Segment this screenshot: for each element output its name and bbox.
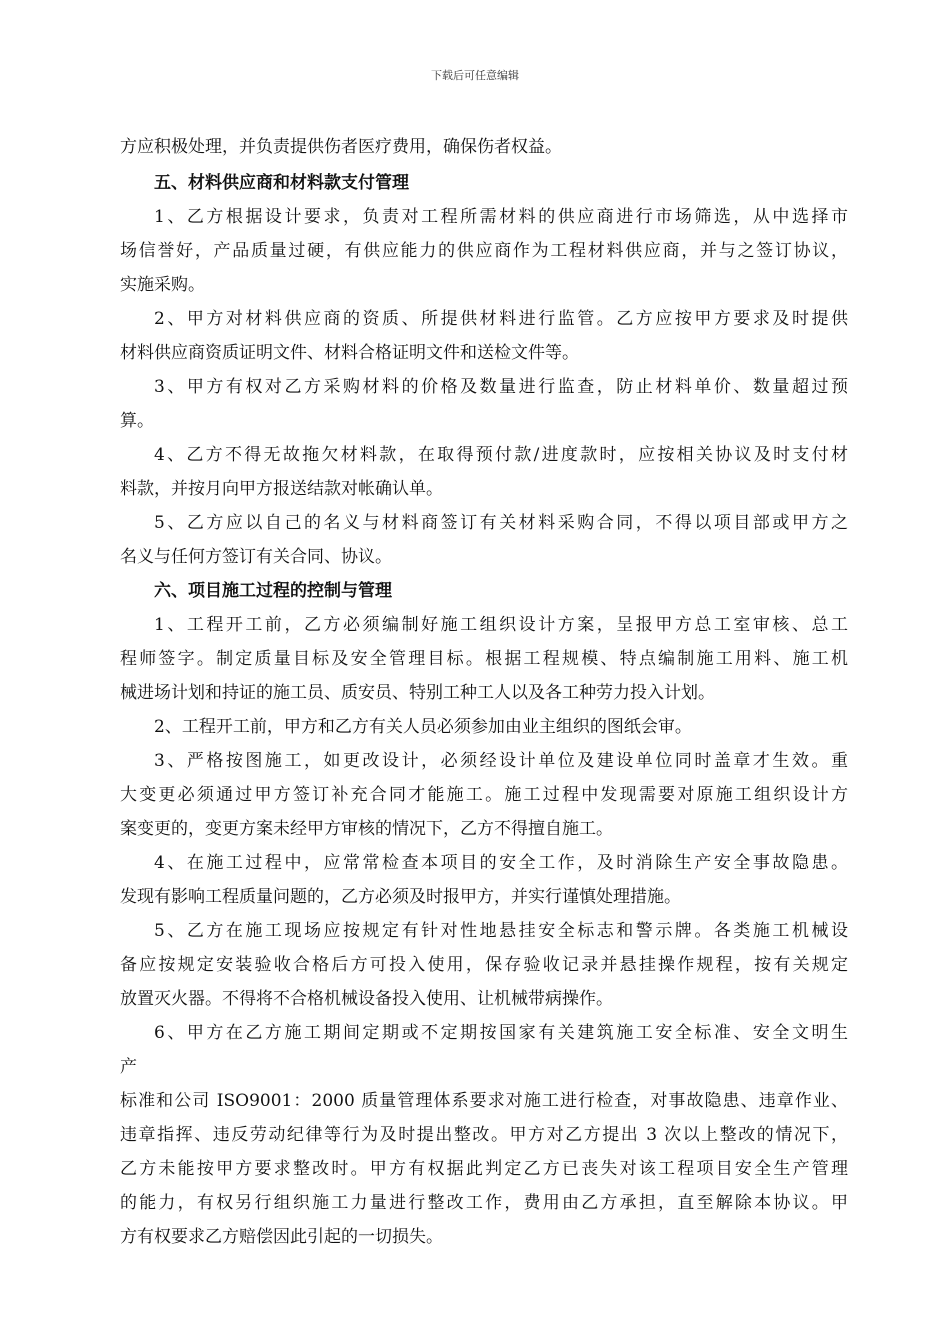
text-line: 放置灭火器。不得将不合格机械设备投入使用、让机械带病操作。 <box>120 989 613 1009</box>
text-line: 案变更的，变更方案未经甲方审核的情况下，乙方不得擅自施工。 <box>120 819 613 839</box>
text-line: 标准和公司 ISO9001：2000 质量管理体系要求对施工进行检查，对事故隐患、违章作业、 <box>120 1091 848 1111</box>
text-line: 1、工程开工前，乙方必须编制好施工组织设计方案，呈报甲方总工室审核、总工 <box>154 615 848 635</box>
text-line: 实施采购。 <box>120 275 205 295</box>
text-line: 场信誉好，产品质量过硬，有供应能力的供应商作为工程材料供应商，并与之签订协议， <box>120 241 848 261</box>
section-heading: 五、材料供应商和材料款支付管理 <box>154 173 409 193</box>
text-line: 方应积极处理，并负责提供伤者医疗费用，确保伤者权益。 <box>120 137 562 157</box>
text-line: 方有权要求乙方赔偿因此引起的一切损失。 <box>120 1227 443 1247</box>
text-line: 4、在施工过程中，应常常检查本项目的安全工作，及时消除生产安全事故隐患。 <box>154 853 848 873</box>
text-line: 算。 <box>120 411 154 431</box>
text-line: 械进场计划和持证的施工员、质安员、特别工种工人以及各工种劳力投入计划。 <box>120 683 715 703</box>
text-line: 程师签字。制定质量目标及安全管理目标。根据工程规模、特点编制施工用料、施工机 <box>120 649 848 669</box>
text-line: 大变更必须通过甲方签订补充合同才能施工。施工过程中发现需要对原施工组织设计方 <box>120 785 848 805</box>
text-line: 3、严格按图施工，如更改设计，必须经设计单位及建设单位同时盖章才生效。重 <box>154 751 848 771</box>
text-line: 5、乙方在施工现场应按规定有针对性地悬挂安全标志和警示牌。各类施工机械设 <box>154 921 848 941</box>
text-line: 1、乙方根据设计要求，负责对工程所需材料的供应商进行市场筛选，从中选择市 <box>154 207 848 227</box>
text-line: 6、甲方在乙方施工期间定期或不定期按国家有关建筑施工安全标准、安全文明生 <box>154 1023 848 1043</box>
text-line: 的能力，有权另行组织施工力量进行整改工作，费用由乙方承担，直至解除本协议。甲 <box>120 1193 848 1213</box>
text-line: 3、甲方有权对乙方采购材料的价格及数量进行监查，防止材料单价、数量超过预 <box>154 377 848 397</box>
text-line: 备应按规定安装验收合格后方可投入使用，保存验收记录并悬挂操作规程，按有关规定 <box>120 955 848 975</box>
text-line: 2、甲方对材料供应商的资质、所提供材料进行监管。乙方应按甲方要求及时提供 <box>154 309 848 329</box>
text-line: 4、乙方不得无故拖欠材料款，在取得预付款/进度款时，应按相关协议及时支付材 <box>154 445 848 465</box>
text-line: 违章指挥、违反劳动纪律等行为及时提出整改。甲方对乙方提出 3 次以上整改的情况下， <box>120 1125 848 1145</box>
text-line: 料款，并按月向甲方报送结款对帐确认单。 <box>120 479 443 499</box>
text-line: 发现有影响工程质量问题的，乙方必须及时报甲方，并实行谨慎处理措施。 <box>120 887 681 907</box>
page-header: 下载后可任意编辑 <box>431 69 519 82</box>
text-line: 2、工程开工前，甲方和乙方有关人员必须参加由业主组织的图纸会审。 <box>154 717 692 737</box>
text-line: 5、乙方应以自己的名义与材料商签订有关材料采购合同，不得以项目部或甲方之 <box>154 513 848 533</box>
section-heading: 六、项目施工过程的控制与管理 <box>154 581 392 601</box>
text-line: 产 <box>120 1057 137 1077</box>
text-line: 材料供应商资质证明文件、材料合格证明文件和送检文件等。 <box>120 343 579 363</box>
text-line: 名义与任何方签订有关合同、协议。 <box>120 547 392 567</box>
text-line: 乙方未能按甲方要求整改时。甲方有权据此判定乙方已丧失对该工程项目安全生产管理 <box>120 1159 848 1179</box>
